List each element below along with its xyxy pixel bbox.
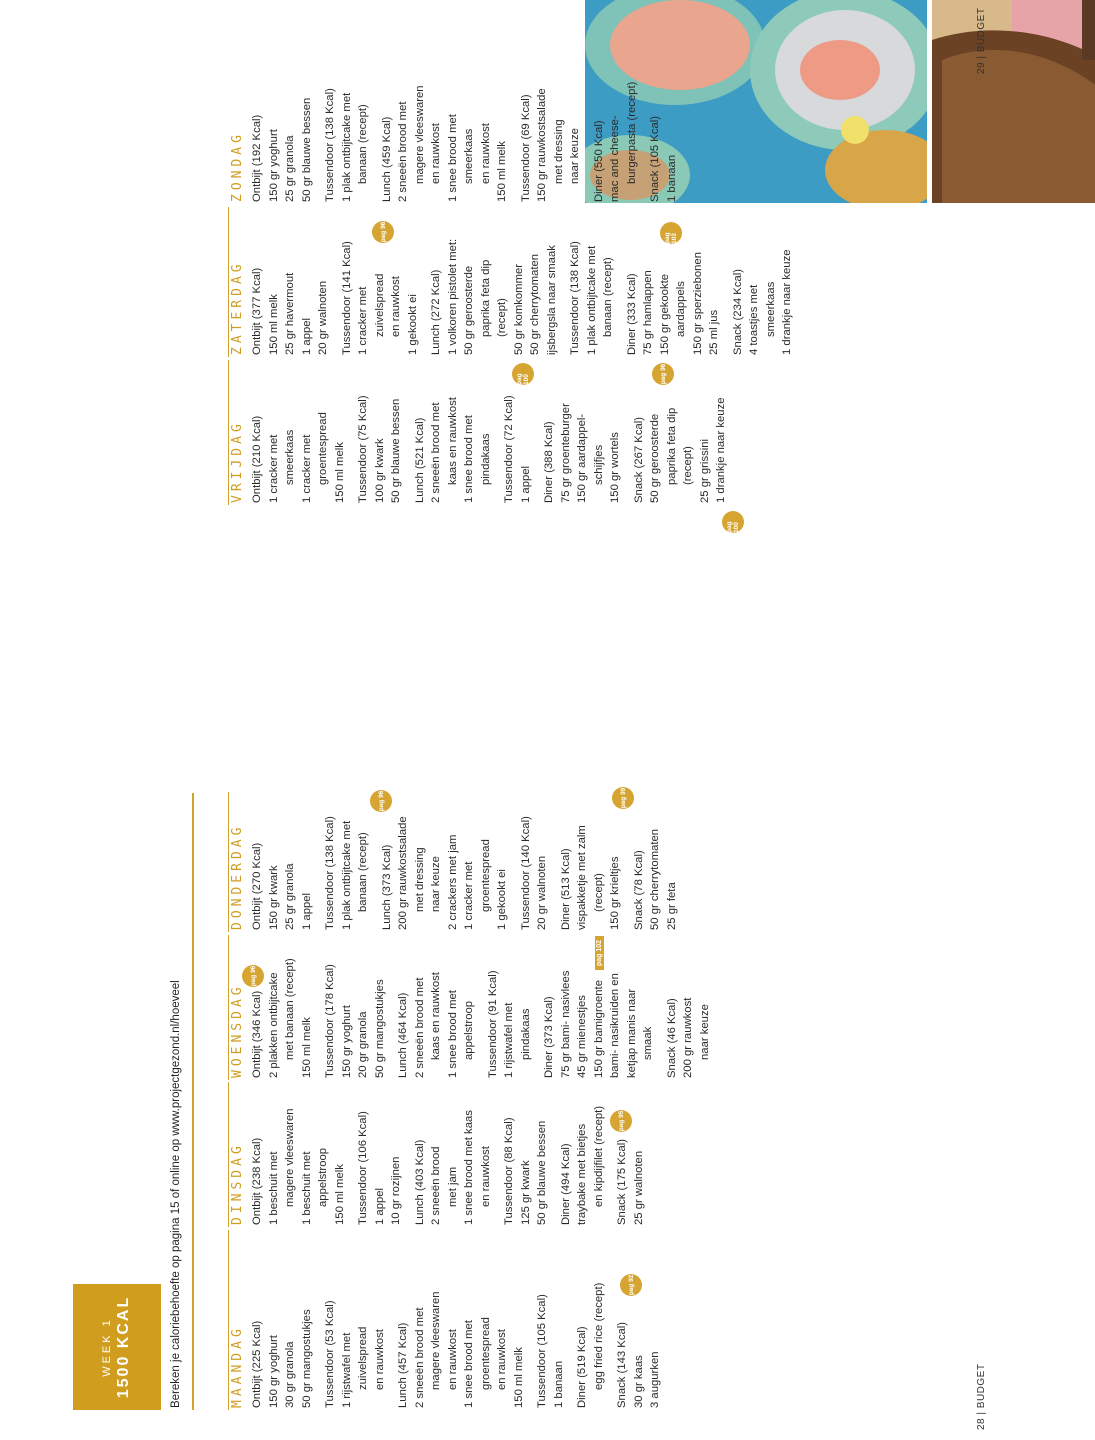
day-heading: ZONDAG	[230, 131, 245, 202]
intro-text: Bereken je caloriebehoefte op pagina 15 of online op www.projectgezond.nl/hoeveel	[170, 980, 182, 1408]
meal-item: 2 sneeën brood	[430, 1146, 442, 1225]
meal-heading: Tussendoor (72 Kcal)	[503, 395, 515, 503]
meal-item: magere vleeswaren	[284, 1108, 296, 1207]
recipe-page-badge[interactable]	[652, 363, 674, 385]
meal-item: 150 gr bamigroente	[592, 980, 605, 1078]
meal-item: 150 ml melk	[300, 1017, 313, 1078]
day-column-vrijdag	[230, 395, 730, 503]
badge-text: pag 96	[249, 965, 257, 987]
meal-item: 1 plak ontbijtcake met	[585, 245, 598, 355]
meal-item: en rauwkost	[390, 276, 402, 337]
meal-heading: Lunch (403 Kcal)	[413, 1139, 426, 1225]
meal-item: naar keuze	[698, 1004, 711, 1060]
meal-item: traybake met bietjes	[576, 1123, 588, 1225]
meal-heading: Ontbijt (270 Kcal)	[251, 842, 263, 930]
meal-item: banaan (recept)	[602, 257, 614, 337]
meal-item: met jam	[446, 1166, 459, 1207]
meal-heading: Tussendoor (138 Kcal)	[324, 816, 336, 930]
meal-item: 1 appel	[519, 465, 532, 503]
meal-item: appelstroop	[317, 1147, 329, 1207]
day-column-dinsdag	[230, 1106, 647, 1225]
meal-item: 50 gr komkommer	[512, 263, 525, 355]
meal-heading: Tussendoor (138 Kcal)	[324, 88, 336, 202]
recipe-page-badge[interactable]: pag 102	[595, 936, 604, 970]
meal-item: en kipdijfilet (recept)	[592, 1105, 605, 1207]
meal-item: 1 volkoren pistolet met:	[446, 238, 459, 355]
meal-heading: Tussendoor (105 Kcal)	[536, 1294, 548, 1408]
meal-heading: Ontbijt (210 Kcal)	[251, 415, 263, 503]
day-heading: WOENSDAG	[230, 983, 245, 1078]
meal-item: 75 gr bami- nasivlees	[559, 970, 572, 1078]
meal-item: pindakaas	[479, 433, 492, 485]
day-column-zaterdag	[230, 239, 796, 355]
meal-item: met dressing	[413, 847, 426, 912]
meal-item: 150 gr sperziebonen	[691, 251, 704, 355]
meal-item: 1 cracker met	[267, 434, 280, 503]
meal-heading: Lunch (272 Kcal)	[430, 269, 442, 355]
day-lines	[249, 82, 680, 202]
meal-item: banaan (recept)	[357, 832, 369, 912]
meal-item: 25 gr feta	[665, 882, 678, 930]
badge-text: pag 100	[726, 521, 740, 533]
recipe-page-badge[interactable]	[722, 511, 744, 533]
meal-item: 150 gr wortels	[609, 432, 621, 503]
left-page-rule	[192, 793, 194, 1410]
day-rule-dinsdag	[228, 1082, 229, 1227]
meal-item: 3 augurken	[649, 1351, 661, 1408]
meal-item: 150 gr rauwkostsalade	[536, 88, 548, 202]
meal-item: schijfjes	[592, 444, 605, 485]
meal-item: 2 sneeën brood met	[413, 977, 426, 1078]
meal-item: 25 gr walnoten	[632, 1150, 645, 1225]
meal-item: 30 gr granola	[284, 1341, 296, 1408]
recipe-page-badge[interactable]	[512, 363, 534, 385]
kcal-label: 1500 KCAL	[115, 1295, 132, 1399]
meal-item: 50 gr mangostukjes	[373, 979, 386, 1078]
meal-heading: Snack (78 Kcal)	[632, 850, 645, 930]
meal-item: 50 gr blauwe bessen	[390, 398, 402, 503]
day-lines	[249, 1283, 664, 1408]
meal-item: 1 appel	[300, 317, 313, 355]
meal-heading: Tussendoor (69 Kcal)	[519, 94, 532, 202]
badge-text: pag 96	[377, 790, 385, 812]
meal-item: 75 gr hamlappen	[642, 270, 654, 355]
day-heading: MAANDAG	[230, 1325, 245, 1408]
day-lines	[249, 239, 796, 355]
day-heading: ZATERDAG	[230, 260, 245, 355]
meal-item: 200 gr rauwkost	[682, 997, 694, 1078]
meal-item: 100 gr kwark	[373, 438, 386, 503]
meal-item: smaak	[642, 1026, 654, 1060]
meal-item: vispakketje met zalm	[576, 825, 588, 930]
day-column-maandag	[230, 1283, 664, 1408]
meal-item: mac and cheese-	[609, 115, 621, 202]
meal-item: 2 sneeën brood met	[413, 1307, 426, 1408]
meal-item: 75 gr groenteburger	[559, 403, 572, 503]
meal-heading: Diner (494 Kcal)	[559, 1143, 572, 1225]
meal-item: 2 plakken ontbijtcake	[267, 972, 280, 1078]
meal-item: 50 gr blauwe bessen	[300, 97, 313, 202]
meal-heading: Tussendoor (91 Kcal)	[486, 970, 499, 1078]
meal-item: 20 gr walnoten	[536, 855, 548, 930]
right-page-number: 29 | BUDGET	[976, 7, 987, 74]
meal-item: 25 gr granola	[284, 863, 296, 930]
meal-heading: Ontbijt (346 Kcal)	[251, 990, 263, 1078]
meal-item: 25 gr grissini	[698, 438, 711, 503]
meal-item: 1 rijstwafel met	[340, 1332, 353, 1408]
meal-heading: Diner (519 Kcal)	[576, 1326, 588, 1408]
meal-heading: Tussendoor (53 Kcal)	[324, 1300, 336, 1408]
meal-item: kaas en rauwkost	[430, 972, 442, 1060]
meal-heading: Ontbijt (192 Kcal)	[251, 114, 263, 202]
meal-heading: Ontbijt (377 Kcal)	[251, 267, 263, 355]
meal-item: 25 gr havermout	[284, 272, 296, 355]
meal-item: aardappels	[675, 281, 687, 337]
meal-item: 1 drankje naar keuze	[715, 397, 727, 503]
badge-text: pag 96	[659, 363, 667, 385]
meal-item: 30 gr kaas	[632, 1355, 645, 1408]
meal-item: smeerkaas	[463, 128, 475, 184]
meal-item: 150 gr yoghurt	[340, 1005, 353, 1078]
meal-heading: Tussendoor (140 Kcal)	[519, 816, 532, 930]
recipe-page-badge[interactable]	[242, 965, 264, 987]
meal-item: 1 gekookt ei	[496, 869, 508, 930]
meal-heading: Diner (373 Kcal)	[543, 996, 555, 1078]
meal-item: 1 snee brood met	[446, 990, 459, 1078]
meal-item: smeerkaas	[764, 281, 777, 337]
meal-heading: Diner (513 Kcal)	[559, 848, 572, 930]
meal-item: 1 cracker met	[463, 861, 475, 930]
day-rule-woensdag	[228, 935, 229, 1080]
day-rule-donderdag	[228, 792, 229, 932]
meal-item: groentespread	[479, 1317, 492, 1390]
meal-item: banaan (recept)	[357, 104, 369, 184]
meal-item: 1 appel	[373, 1187, 386, 1225]
meal-heading: Tussendoor (88 Kcal)	[503, 1117, 515, 1225]
meal-item: 1 cracker met	[300, 434, 313, 503]
meal-item: 25 gr granola	[284, 135, 296, 202]
meal-heading: Tussendoor (141 Kcal)	[340, 241, 353, 355]
meal-item: 4 toastjes met	[748, 284, 760, 355]
meal-item: 50 gr blauwe bessen	[536, 1120, 548, 1225]
day-column-woensdag	[230, 958, 713, 1078]
meal-item: en rauwkost	[496, 1329, 508, 1390]
badge-text: pag 92	[627, 1274, 635, 1296]
day-heading: DONDERDAG	[230, 823, 245, 930]
meal-heading: Tussendoor (106 Kcal)	[357, 1111, 369, 1225]
meal-item: naar keuze	[430, 856, 442, 912]
meal-item: pindakaas	[519, 1008, 532, 1060]
day-lines	[249, 958, 713, 1078]
meal-item: 150 gr gekookte	[658, 273, 671, 355]
meal-item: ketjap manis naar	[625, 988, 638, 1078]
day-lines	[249, 816, 680, 930]
meal-heading: Tussendoor (138 Kcal)	[569, 241, 581, 355]
meal-item: burgerpasta (recept)	[625, 81, 638, 184]
meal-item: en rauwkost	[479, 1146, 492, 1207]
meal-item: 1 snee brood met kaas	[463, 1110, 475, 1225]
meal-item: (recept)	[496, 298, 508, 337]
meal-item: 1 plak ontbijtcake met	[340, 92, 353, 202]
meal-item: en rauwkost	[479, 123, 492, 184]
meal-item: 1 rijstwafel met	[503, 1002, 515, 1078]
meal-item: 1 beschuit met	[300, 1151, 313, 1225]
meal-item: paprika feta dip	[665, 407, 678, 485]
meal-heading: Snack (105 Kcal)	[649, 115, 661, 202]
meal-item: 1 drankje naar keuze	[781, 249, 793, 355]
meal-item: 125 gr kwark	[519, 1160, 532, 1225]
meal-item: paprika feta dip	[479, 259, 492, 337]
meal-item: zuivelspread	[357, 1326, 369, 1390]
meal-heading: Lunch (457 Kcal)	[397, 1322, 409, 1408]
day-heading: VRIJDAG	[230, 420, 245, 503]
meal-item: 1 cracker met	[357, 286, 369, 355]
meal-item: 1 gekookt ei	[406, 294, 419, 355]
meal-item: 1 banaan	[665, 154, 678, 202]
badge-text: pag 103	[664, 232, 678, 244]
meal-item: (recept)	[592, 873, 605, 912]
meal-heading: Snack (267 Kcal)	[632, 416, 645, 503]
meal-heading: Lunch (459 Kcal)	[380, 116, 393, 202]
recipe-page-badge[interactable]	[612, 787, 634, 809]
meal-item: 25 ml jus	[708, 309, 720, 355]
day-heading: DINSDAG	[230, 1142, 245, 1225]
meal-item: 150 ml melk	[496, 141, 508, 202]
meal-heading: Snack (143 Kcal)	[616, 1321, 628, 1408]
day-rule-vrijdag	[228, 360, 229, 505]
meal-item: 45 gr mienestjes	[576, 995, 588, 1078]
meal-item: 1 beschuit met	[267, 1151, 280, 1225]
recipe-page-badge[interactable]	[370, 790, 392, 812]
meal-item: appelstroop	[463, 1000, 475, 1060]
meal-item: ijsbergsla naar smaak	[545, 245, 558, 355]
day-lines	[249, 395, 730, 503]
meal-item: 150 gr yoghurt	[267, 129, 280, 202]
meal-heading: Ontbijt (225 Kcal)	[251, 1320, 263, 1408]
day-rule-zaterdag	[228, 207, 229, 357]
meal-item: 2 sneeën brood met	[430, 402, 442, 503]
recipe-page-badge[interactable]	[660, 222, 682, 244]
meal-item: 150 ml melk	[333, 1164, 346, 1225]
day-lines	[249, 1106, 647, 1225]
meal-item: 50 gr cherrytomaten	[529, 253, 541, 355]
meal-item: 150 ml melk	[267, 294, 280, 355]
meal-item: (recept)	[682, 446, 694, 485]
meal-heading: Diner (333 Kcal)	[625, 273, 638, 355]
meal-item: 20 gr walnoten	[317, 280, 329, 355]
meal-item: 200 gr rauwkostsalade	[397, 816, 409, 930]
meal-item: 50 gr geroosterde	[463, 265, 475, 355]
meal-item: 50 gr geroosterde	[649, 413, 661, 503]
meal-item: magere vleeswaren	[413, 85, 426, 184]
recipe-page-badge[interactable]	[372, 221, 394, 243]
meal-item: 150 ml melk	[333, 442, 346, 503]
meal-item: magere vleeswaren	[430, 1291, 442, 1390]
meal-item: egg fried rice (recept)	[592, 1282, 605, 1390]
badge-text: pag 99	[619, 787, 627, 809]
meal-item: 10 gr rozijnen	[390, 1156, 402, 1225]
week-banner	[73, 1284, 161, 1410]
meal-heading: Ontbijt (238 Kcal)	[251, 1137, 263, 1225]
day-column-donderdag	[230, 816, 680, 930]
meal-heading: Diner (388 Kcal)	[543, 421, 555, 503]
badge-text: pag 96	[379, 221, 387, 243]
meal-item: 150 gr kwark	[267, 865, 280, 930]
meal-item: 1 appel	[300, 892, 313, 930]
meal-item: bami- nasikruiden en	[609, 973, 621, 1078]
badge-text: pag 95	[617, 1110, 625, 1132]
meal-heading: Lunch (464 Kcal)	[397, 992, 409, 1078]
meal-item: en rauwkost	[373, 1329, 386, 1390]
meal-item: met dressing	[552, 119, 565, 184]
recipe-page-badge[interactable]	[620, 1274, 642, 1296]
meal-item: en rauwkost	[430, 123, 442, 184]
week-label: WEEK 1	[101, 1317, 113, 1377]
meal-item: 50 gr cherrytomaten	[649, 828, 661, 930]
meal-item: 1 snee brood met	[463, 1320, 475, 1408]
meal-heading: Snack (46 Kcal)	[665, 998, 678, 1078]
meal-item: zuivelspread	[373, 273, 386, 337]
meal-item: smeerkaas	[284, 429, 296, 485]
day-column-zondag	[230, 82, 680, 202]
recipe-page-badge[interactable]	[610, 1110, 632, 1132]
meal-item: 150 gr yoghurt	[267, 1335, 280, 1408]
meal-item: 150 ml melk	[512, 1347, 525, 1408]
meal-item: 150 gr aardappel-	[576, 413, 588, 503]
meal-heading: Snack (175 Kcal)	[616, 1138, 628, 1225]
meal-item: 50 gr mangostukjes	[300, 1309, 313, 1408]
meal-item: groentespread	[317, 412, 329, 485]
meal-heading: Lunch (521 Kcal)	[413, 417, 426, 503]
meal-item: 150 gr krieltjes	[609, 856, 621, 930]
left-page-number: 28 | BUDGET	[976, 1363, 987, 1430]
meal-heading: Tussendoor (178 Kcal)	[324, 964, 336, 1078]
meal-heading: Diner (550 Kcal)	[592, 120, 605, 202]
meal-item: 2 sneeën brood met	[397, 101, 409, 202]
meal-heading: Snack (234 Kcal)	[731, 268, 744, 355]
meal-item: kaas en rauwkost	[446, 397, 459, 485]
meal-heading: Tussendoor (75 Kcal)	[357, 395, 369, 503]
day-rule-maandag	[228, 1230, 229, 1410]
meal-item: 1 plak ontbijtcake met	[340, 820, 353, 930]
meal-heading: Lunch (373 Kcal)	[380, 844, 393, 930]
meal-item: 1 banaan	[552, 1360, 565, 1408]
meal-item: 1 snee brood met	[446, 114, 459, 202]
meal-item: met banaan (recept)	[284, 958, 296, 1060]
meal-item: 1 snee brood met	[463, 415, 475, 503]
meal-item: 20 gr granola	[357, 1011, 369, 1078]
meal-item: en rauwkost	[446, 1329, 459, 1390]
meal-item: 2 crackers met jam	[446, 834, 459, 930]
meal-item: naar keuze	[569, 128, 581, 184]
meal-item: groentespread	[479, 839, 492, 912]
badge-text: pag 100	[516, 373, 530, 385]
